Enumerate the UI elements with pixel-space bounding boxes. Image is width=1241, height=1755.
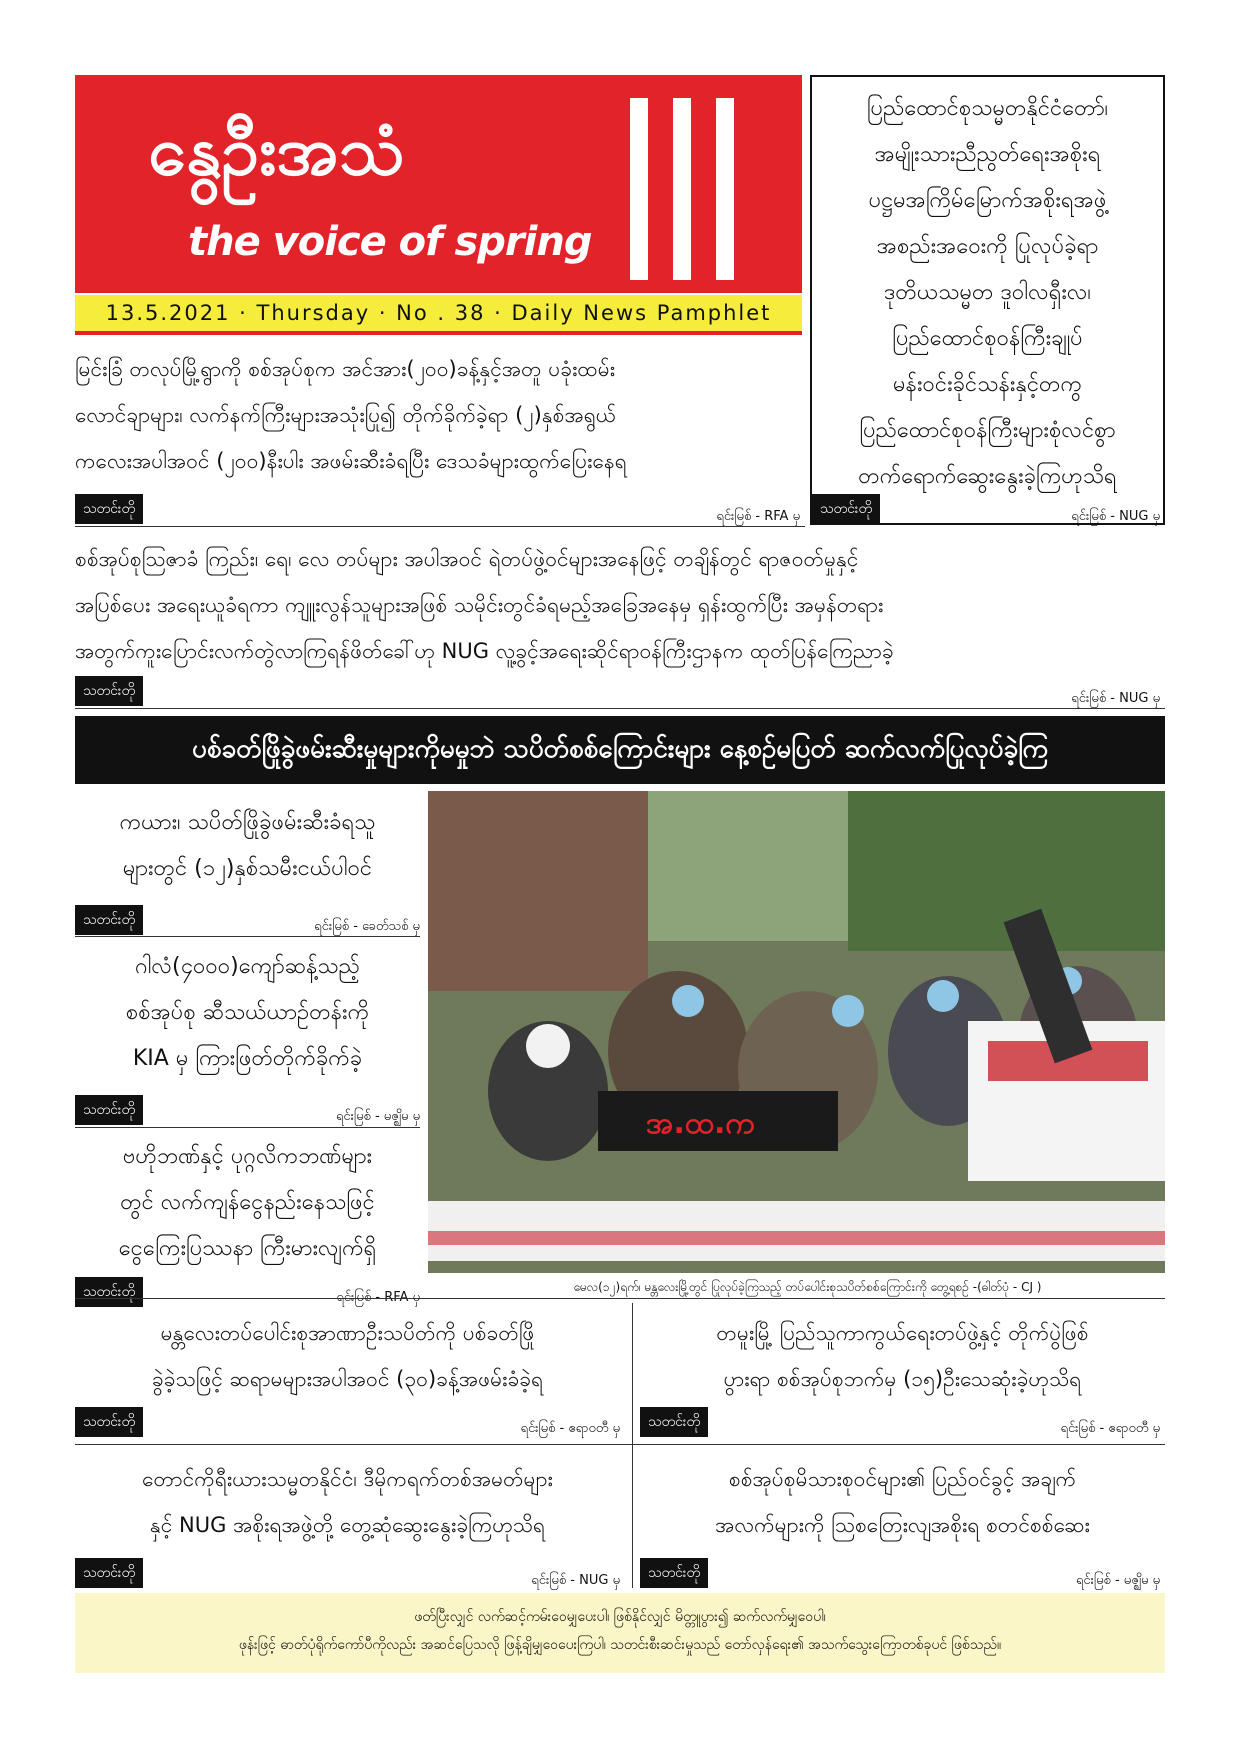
story-banks (75, 1134, 420, 1272)
news-tag: သတင်းတို (75, 494, 143, 524)
story-line: ပြည်ထောင်စုဝန်ကြီးချုပ် (892, 326, 1083, 351)
divider (75, 936, 420, 937)
divider (75, 526, 805, 527)
protest-photo-image (428, 791, 1165, 1273)
protest-photo (428, 791, 1165, 1273)
masthead-subtitle: the voice of spring (188, 219, 592, 265)
story-line: မန္တလေးတပ်ပေါင်းစုအာဏာဦးသပိတ်ကို ပစ်ခတ်ဖြို (160, 1321, 535, 1345)
three-finger-salute-icon (716, 98, 734, 280)
news-tag: သတင်းတို (640, 1558, 708, 1588)
footer-line: ဖုန်းဖြင့် ဓာတ်ပုံရိုက်ကော်ပီကိုလည်း အဆင်ပြေသလို ဖြန့်ချိမျှဝေပေးကြပါ၊ သတင်းစီးဆင်းမှုသည် တော်လှန်ရေး၏ အသက်သွေးကြောတစ်ခုပင် ဖြစ်သည်။ (238, 1637, 1002, 1653)
story-line: မြင်းခြံ တလုပ်မြို့ရွာကို စစ်အုပ်စုက အင်အား(၂၀၀)ခန့်နှင့်အတူ ပခုံးထမ်း (75, 357, 616, 381)
masthead-title: နွေဦးအသံ (148, 112, 405, 191)
source-label: ရင်းမြစ် - RFA မှ (336, 1290, 420, 1305)
story-line: အမျိုးသားညီညွတ်ရေးအစိုးရ (874, 142, 1101, 167)
source-label: ရင်းမြစ် - ခေတ်သစ် မှ (314, 919, 420, 934)
story-line: ပွားရာ စစ်အုပ်စုဘက်မှ (၁၅)ဦးသေဆုံးခဲ့ဟုသိရ (723, 1367, 1082, 1391)
news-tag: သတင်းတို (75, 1558, 143, 1588)
story-line: ကယား၊ သပိတ်ဖြိုခွဲဖမ်းဆီးခံရသူ (119, 810, 376, 835)
story-kia (75, 944, 420, 1082)
story-line: ခွဲခဲ့သဖြင့် ဆရာမများအပါအဝင် (၃၀)ခန့်အဖမ်းခံခဲ့ရ (151, 1367, 544, 1391)
story-defection-call (75, 536, 1165, 674)
story-line: ပဋ္ဌမအကြိမ်မြောက်အစိုးရအဖွဲ့ (868, 188, 1107, 213)
story-line: ကလေးအပါအဝင် (၂၀၀)နီးပါး အဖမ်းဆီးခံရပြီး ဒေသခံများထွက်ပြေးနေရ (75, 449, 627, 473)
story-nug-cabinet (812, 86, 1163, 500)
story-line: တမူးမြို့ ပြည်သူကာကွယ်ရေးတပ်ဖွဲ့နှင့် တိုက်ပွဲဖြစ် (716, 1321, 1089, 1345)
news-tag: သတင်းတို (75, 905, 143, 935)
story-line: စစ်အုပ်စုမိသားစုဝင်များ၏ ပြည်ဝင်ခွင့် အချက် (728, 1467, 1077, 1491)
story-line: စစ်အုပ်စုသြဇာခံ ကြည်း၊ ရေ၊ လေ တပ်များ အပါအဝင် ရဲတပ်ဖွဲ့ဝင်များအနေဖြင့် တချိန်တွင် ရာဇဝတ်မှုနှင့် (75, 547, 859, 571)
story-line: တွင် လက်ကျန်ငွေနည်းနေသဖြင့် (120, 1190, 375, 1215)
story-line: အတွက်ကူးပြောင်းလက်တွဲလာကြရန်ဖိတ်ခေါ်ဟု NUG လူ့ခွင့်အရေးဆိုင်ရာဝန်ကြီးဌာနက ထုတ်ပြန်ကြေညာခဲ့ (75, 639, 894, 663)
source-label: ရင်းမြစ် - RFA မှ (716, 509, 800, 524)
source-label: ရင်းမြစ် - မဇ္ဈိမ မှ (335, 1109, 420, 1124)
divider (75, 1444, 1165, 1445)
story-line: ငွေကြေးပြဿနာ ကြီးမားလျက်ရှိ (118, 1236, 377, 1261)
story-line: စစ်အုပ်စု ဆီသယ်ယာဉ်တန်းကို (125, 1000, 370, 1025)
source-label: ရင်းမြစ် - NUG မှ (1071, 691, 1160, 706)
banner-text: အ.ထ.က (646, 1106, 755, 1141)
story-mandalay-strike (75, 1310, 620, 1402)
source-label: ရင်းမြစ် - NUG မှ (1071, 509, 1160, 524)
banner-headline: ပစ်ခတ်ဖြိုခွဲဖမ်းဆီးမှုများကိုမမှုဘဲ သပိတ်စစ်ကြောင်းများ နေ့စဉ်မပြတ် ဆက်လက်ပြုလုပ်ခဲ့ကြ (75, 716, 1165, 784)
divider (75, 1298, 1165, 1299)
story-line: ပြည်ထောင်စုသမ္မတနိုင်ငံတော်၊ (866, 96, 1109, 121)
story-line: ဂါလံ(၄၀၀၀)ကျော်ဆန့်သည့် (135, 954, 360, 979)
news-tag: သတင်းတို (75, 1095, 143, 1125)
news-tag: သတင်းတို (640, 1407, 708, 1437)
footer-line: ဖတ်ပြီးလျှင် လက်ဆင့်ကမ်းဝေမျှပေးပါ၊ ဖြစ်နိုင်လျှင် မိတ္တူပွား၍ ဆက်လက်မျှဝေပါ၊ (414, 1609, 826, 1625)
three-finger-salute-icon (673, 98, 691, 280)
divider (75, 1127, 420, 1128)
divider (75, 708, 1165, 709)
three-finger-salute-icon (630, 98, 648, 280)
story-line: တက်ရောက်ဆွေးနွေးခဲ့ကြဟုသိရ (858, 464, 1117, 489)
news-tag: သတင်းတို (75, 1277, 143, 1307)
story-line: လောင်ချာများ၊ လက်နက်ကြီးများအသုံးပြု၍ တိုက်ခိုက်ခဲ့ရာ (၂)နှစ်အရွယ် (75, 403, 617, 427)
footer-note (75, 1593, 1165, 1673)
story-tamu (640, 1310, 1165, 1402)
story-line: နှင့် NUG အစိုးရအဖွဲ့တို့ တွေ့ဆုံဆွေးနွေးခဲ့ကြဟုသိရ (149, 1513, 546, 1537)
news-tag: သတင်းတို (75, 676, 143, 706)
story-mingyan (75, 346, 802, 484)
source-label: ရင်းမြစ် - ဧရာဝတီ မှ (1060, 1421, 1160, 1436)
story-line: တောင်ကိုရီးယားသမ္မတနိုင်ငံ၊ ဒီမိုကရက်တစ်အမတ်များ (142, 1467, 553, 1491)
story-australia (640, 1456, 1165, 1548)
story-line: KIA မှ ကြားဖြတ်တိုက်ခိုက်ခဲ့ (132, 1046, 363, 1071)
story-line: မန်းဝင်းခိုင်သန်းနှင့်တကွ (892, 372, 1083, 397)
story-kayah (75, 800, 420, 892)
news-tag: သတင်းတို (812, 494, 880, 524)
source-label: ရင်းမြစ် - NUG မှ (531, 1573, 620, 1588)
photo-caption: မေလ(၁၂)ရက်၊ မန္တလေးမြို့တွင် ပြုလုပ်ခဲ့ကြသည့် တပ်ပေါင်းစုသပိတ်စစ်ကြောင်းကို တွေ့ရစဉ် -(ဓါတ်ပုံ - CJ ) (573, 1280, 1042, 1294)
story-line: အပြစ်ပေး အရေးယူခံရကာ ကျူးလွန်သူများအဖြစ် သမိုင်းတွင်ခံရမည့်အခြေအနေမှ ရှန်းထွက်ပြီး အမှန်တရား (75, 593, 884, 617)
news-tag: သတင်းတို (75, 1407, 143, 1437)
story-line: ဒုတိယသမ္မတ ဒူဝါလရှီးလ၊ (883, 280, 1092, 305)
story-line: အစည်းအဝေးကို ပြုလုပ်ခဲ့ရာ (876, 234, 1099, 259)
source-label: ရင်းမြစ် - မဇ္ဈိမ မှ (1075, 1573, 1160, 1588)
column-divider (632, 1303, 633, 1588)
story-line: ပြည်ထောင်စုဝန်ကြီးများစုံလင်စွာ (859, 418, 1116, 443)
story-korea (75, 1456, 620, 1548)
date-line: 13.5.2021 · Thursday · No . 38 · Daily News Pamphlet (75, 295, 802, 335)
story-line: များတွင် (၁၂)နှစ်သမီးငယ်ပါဝင် (122, 856, 373, 881)
story-line: ဗဟိုဘဏ်နှင့် ပုဂ္ဂလိကဘဏ်များ (122, 1144, 373, 1169)
story-line: အလက်များကို သြစတြေးလျအစိုးရ စတင်စစ်ဆေး (715, 1513, 1090, 1537)
source-label: ရင်းမြစ် - ဧရာဝတီ မှ (520, 1421, 620, 1436)
